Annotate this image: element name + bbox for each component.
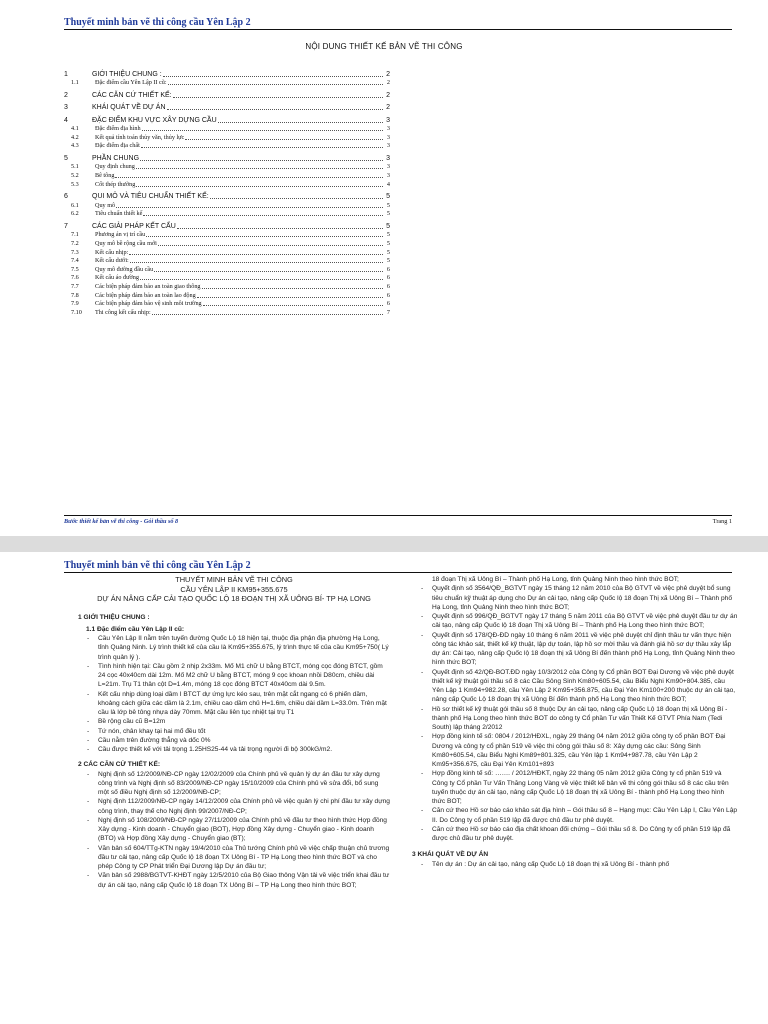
list-item: - Căn cứ theo Hồ sơ báo cáo khảo sát địa hình – Gói thầu số 8 – Hạng mục: Cầu Yên Lập I, Cầu Yên Lập II. Do Công ty cổ phần 519 lập đã được chủ đầu tư phê duyệt.	[412, 806, 738, 825]
toc-entry-page: 3	[386, 154, 390, 162]
toc-entry-number: 1.1	[71, 79, 79, 87]
toc-leader-dots	[142, 130, 383, 131]
toc-entry-number: 1	[64, 70, 68, 78]
toc-entry[interactable]	[64, 125, 390, 134]
toc-leader-dots	[141, 147, 383, 148]
toc-leader-dots	[173, 97, 383, 98]
toc-entry-number: 6.2	[71, 210, 79, 218]
list-item: - Nghị định 112/2009/NĐ-CP ngày 14/12/2009 của Chính phủ về việc quản lý chi phí đầu tư xây dựng công trình, thay thế cho Nghị định 99/2007/NĐ-CP;	[78, 797, 390, 816]
toc-entry-label: Đặc điểm cầu Yên Lập II cũ:	[95, 79, 167, 87]
toc-entry[interactable]	[64, 265, 390, 274]
toc-entry[interactable]	[64, 150, 390, 163]
toc-entry-page: 3	[386, 142, 390, 150]
page-header: Thuyết minh bản vẽ thi công cầu Yên Lập 2	[64, 17, 732, 30]
footer-left: Bước thiết kế bản vẽ thi công - Gói thầu số 8	[64, 518, 179, 525]
toc-entry-page: 5	[386, 240, 390, 248]
toc-leader-dots	[143, 215, 383, 216]
toc-entry[interactable]	[64, 257, 390, 266]
toc-leader-dots	[140, 279, 383, 280]
toc-entry-page: 7	[386, 308, 390, 316]
toc-entry[interactable]	[64, 66, 390, 79]
toc-entry-label: Cốt thép thường	[95, 180, 136, 188]
toc-leader-dots	[202, 288, 383, 289]
toc-entry-label: Bê tông	[95, 172, 115, 180]
toc-leader-dots	[115, 177, 383, 178]
subsection-heading: 1.1 Đặc điểm cầu Yên Lập II cũ:	[86, 625, 185, 633]
list-item: - Bề rộng cầu cũ B=12m	[78, 717, 390, 726]
toc-entry[interactable]	[64, 274, 390, 283]
toc-entry-number: 7.3	[71, 248, 79, 256]
right-column	[412, 575, 738, 869]
toc-entry-page: 5	[386, 231, 390, 239]
bullet-list	[412, 860, 738, 869]
toc-entry-number: 4.3	[71, 142, 79, 150]
toc-entry-page: 5	[386, 193, 390, 201]
toc-entry-label: Các biện pháp đảm bảo an toàn lao động	[95, 291, 196, 299]
toc-entry-number: 7	[64, 222, 68, 230]
toc-entry-label: Tiêu chuẩn thiết kế	[95, 210, 143, 218]
toc-entry[interactable]	[64, 100, 390, 113]
toc-entry-label: Quy định chung	[95, 163, 135, 171]
toc-entry-number: 6.1	[71, 201, 79, 209]
toc-leader-dots	[146, 236, 383, 237]
toc-entry-number: 7.2	[71, 240, 79, 248]
toc-entry-number: 4	[64, 116, 68, 124]
bullet-list	[78, 634, 390, 754]
toc-entry-number: 7.9	[71, 300, 79, 308]
toc-entry-number: 4.1	[71, 125, 79, 133]
doc-title-1: THUYẾT MINH BẢN VẼ THI CÔNG	[175, 575, 293, 584]
page-2	[0, 552, 768, 1024]
toc-entry-label: Quy mô	[95, 201, 116, 209]
list-item: - Hợp đồng kinh tế số: ……. / 2012/HĐKT, ngày 22 tháng 05 năm 2012 giữa Công ty cổ phần 519 và Công ty Cổ phần Tư Vấn Thăng Long Vàng về việc thiết kế bản vẽ thi công gói thầu số 8 các cầu trên tuyến thuộc dự án cải tạo, nâng cấp Quốc Lộ 18 đoạn thị xã Uông Bí - thành phố Hạ Long theo hình thức BOT;	[412, 769, 738, 806]
toc-entry-page: 2	[386, 104, 390, 112]
doc-title-2: CẦU YÊN LẬP II KM95+355.675	[180, 584, 288, 594]
toc-leader-dots	[130, 262, 383, 263]
toc-leader-dots	[154, 271, 383, 272]
toc-entry[interactable]	[64, 87, 390, 100]
toc-entry[interactable]	[64, 248, 390, 257]
toc-leader-dots	[210, 198, 383, 199]
toc-entry[interactable]	[64, 201, 390, 210]
toc-entry-label: QUI MÔ VÀ TIÊU CHUẨN THIẾT KẾ:	[92, 193, 209, 201]
toc-entry[interactable]	[64, 210, 390, 219]
toc-entry-number: 7.6	[71, 274, 79, 282]
toc-entry-page: 5	[386, 248, 390, 256]
list-item-continued: 18 đoạn Thị xã Uông Bí – Thành phố Hạ Long, tỉnh Quảng Ninh theo hình thức BOT;	[432, 576, 679, 583]
page-gap	[0, 536, 768, 552]
left-column	[78, 575, 390, 890]
list-item: - Tình hình hiện tại: Cầu gồm 2 nhịp 2x33m. Mố M1 chữ U bằng BTCT, móng cọc đóng BTCT, gồm 24 cọc 40x40cm dài 12m. Mố M2 chữ U bằng BTCT, móng 9 cọc khoan nhồi D80cm, chiều dài L=21m. Trụ T1 thân cột D=1.4m, móng 18 cọc đóng BTCT 40x40cm dài 9.5m.	[78, 662, 390, 690]
section-heading: 3 KHÁI QUÁT VỀ DỰ ÁN	[412, 851, 489, 859]
toc-leader-dots	[167, 109, 383, 110]
list-item: - Nghị định số 12/2009/NĐ-CP ngày 12/02/2009 của Chính phủ về quản lý dự án đầu tư xây dựng công trình và Nghị định số 83/2009/NĐ-CP ngày 15/10/2009 của Chính phủ về sửa đổi, bổ sung một số điều Nghị định số 12/2009/NĐ-CP;	[78, 770, 390, 798]
section-heading: 2 CÁC CĂN CỨ THIẾT KẾ:	[78, 761, 161, 769]
toc-entry-label: GIỚI THIỆU CHUNG :	[92, 70, 162, 78]
toc-entry-number: 6	[64, 193, 68, 201]
toc-entry-number: 7.1	[71, 231, 79, 239]
toc-entry-label: Kết cấu nhịp:	[95, 248, 129, 256]
list-item: - Căn cứ theo Hồ sơ báo cáo địa chất khoan đối chứng – Gói thầu số 8. Do Công ty cổ phần 519 lập đã được chủ đầu tư phê duyệt.	[412, 825, 738, 844]
toc-entry-page: 6	[386, 265, 390, 273]
toc-entry-number: 7.8	[71, 291, 79, 299]
list-item: - Cầu được thiết kế với tải trọng 1.25HS25-44 và tải trọng người đi bộ 300kG/m2.	[78, 745, 390, 754]
doc-title-3: DỰ ÁN NÂNG CẤP CẢI TẠO QUỐC LỘ 18 ĐOẠN THỊ XÃ UÔNG BÍ- TP HẠ LONG	[97, 594, 371, 603]
toc-title: NỘI DUNG THIẾT KẾ BẢN VẼ THI CÔNG	[305, 42, 463, 51]
toc-entry[interactable]	[64, 79, 390, 88]
toc-entry-label: Các biện pháp đảm bảo vệ sinh môi trường	[95, 300, 202, 308]
toc-entry[interactable]	[64, 142, 390, 151]
toc-leader-dots	[116, 207, 383, 208]
list-item: - Nghị định số 108/2009/NĐ-CP ngày 27/11/2009 của Chính phủ về đầu tư theo hình thức Hợp đồng Xây dựng - Kinh doanh - Chuyển giao (BOT), Hợp đồng Xây dựng - Chuyển giao - Kinh doanh (BTO) và Hợp đồng Xây dựng - Chuyển giao (BT);	[78, 816, 390, 844]
toc-leader-dots	[129, 254, 383, 255]
section-heading: 1 GIỚI THIỆU CHUNG :	[78, 613, 150, 621]
toc-entry-label: KHÁI QUÁT VỀ DỰ ÁN	[92, 104, 166, 112]
toc-entry-label: PHẦN CHUNG	[92, 154, 140, 162]
toc-entry[interactable]	[64, 308, 390, 317]
toc-entry[interactable]	[64, 163, 390, 172]
toc-leader-dots	[152, 314, 383, 315]
toc-entry-label: Đặc điểm địa chất	[95, 142, 140, 150]
toc-entry[interactable]	[64, 180, 390, 189]
toc-entry[interactable]	[64, 300, 390, 309]
toc-entry-page: 3	[386, 163, 390, 171]
toc-entry-number: 7.4	[71, 257, 79, 265]
list-item: - Hồ sơ thiết kế kỹ thuật gói thầu số 8 thuộc Dự án cải tạo, nâng cấp Quốc Lộ 18 đoạn thị xã Uông Bí - thành phố Hạ Long theo hình thức BOT do công ty Cổ phần Tư vấn Thiết Kế GTVT Phía Nam (Tedi South) lập tháng 2/2012	[412, 705, 738, 733]
toc-entry-page: 5	[386, 257, 390, 265]
toc-entry[interactable]	[64, 218, 390, 231]
toc-entry-label: Đặc điểm địa hình	[95, 125, 141, 133]
toc-entry-label: CÁC CĂN CỨ THIẾT KẾ:	[92, 91, 172, 99]
toc-leader-dots	[168, 84, 383, 85]
toc-entry-label: Kết cấu áo đường	[95, 274, 139, 282]
toc-entry-label: ĐẶC ĐIỂM KHU VỰC XÂY DỰNG CẦU	[92, 116, 217, 124]
toc-entry-label: Kết quả tính toán thủy văn, thủy lực	[95, 133, 185, 141]
toc-leader-dots	[163, 76, 383, 77]
list-item: - Văn bản số 2988/BGTVT-KHĐT ngày 12/5/2010 của Bộ Giao thông Vận tải về việc triển khai đầu tư dự án cải tạo, nâng cấp Quốc lộ 18 đoạn TX Uông Bí – TP Hạ Long theo hình thức BOT;	[78, 871, 390, 890]
toc-entry-page: 5	[386, 222, 390, 230]
toc-entry-number: 7.7	[71, 283, 79, 290]
toc-leader-dots	[203, 305, 383, 306]
toc-entry-page: 3	[386, 172, 390, 180]
toc-entry-number: 7.10	[71, 308, 82, 316]
toc-entry-number: 3	[64, 104, 68, 112]
toc-entry-label: Các biện pháp đảm bảo an toàn giao thông	[95, 283, 201, 290]
toc-entry-number: 4.2	[71, 133, 79, 141]
toc-entry[interactable]	[64, 171, 390, 180]
toc-entry-page: 4	[386, 180, 390, 188]
toc-entry-number: 5.3	[71, 180, 79, 188]
page-number: Trang 1	[712, 518, 732, 525]
list-item: - Cầu nằm trên đường thẳng và dốc 0%	[78, 736, 390, 745]
toc-entry-page: 6	[386, 274, 390, 282]
toc-entry[interactable]	[64, 239, 390, 248]
toc-entry-page: 3	[386, 125, 390, 133]
bullet-list	[412, 584, 738, 843]
toc-entry-label: CÁC GIẢI PHÁP KẾT CẤU	[92, 222, 176, 230]
list-item: - Tứ nón, chân khay tại hai mố đều tốt	[78, 727, 390, 736]
toc-leader-dots	[136, 168, 383, 169]
toc-leader-dots	[197, 297, 383, 298]
list-item: - Tên dự án : Dự án cải tạo, nâng cấp Quốc Lộ 18 đoạn thị xã Uông Bí - thành phố	[412, 860, 738, 869]
list-item: - Quyết định số 996/QĐ_BGTVT ngày 17 tháng 5 năm 2011 của Bộ GTVT về việc phê duyệt đầu tư dự án cải tạo, nâng cấp Quốc lộ 18 đoạn Thị xã Uông Bí – Thành phố Hạ Long theo hình thức BOT;	[412, 612, 738, 631]
list-item: - Quyết định số 3564/QĐ_BGTVT ngày 15 tháng 12 năm 2010 của Bộ GTVT về việc phê duyệt bổ sung tiêu chuẩn kỹ thuật áp dụng cho Dự án cải tạo, nâng cấp Quốc lộ 18 đoạn Thị xã Uông Bí – Thành phố Hạ Long, tỉnh Quảng Ninh theo hình thức BOT;	[412, 584, 738, 612]
toc-entry-label: Kết cấu dưới:	[95, 257, 129, 265]
toc-entry-number: 5	[64, 154, 68, 162]
bullet-list	[78, 770, 390, 890]
toc-entry-label: Quy mô bề rộng cầu mới	[95, 240, 157, 248]
list-item: - Quyết định số 42/QĐ-BOT.ĐD ngày 10/3/2012 của Công ty Cổ phần BOT Đại Dương về việc phê duyệt thiết kế kỹ thuật gói thầu số 8 các Cầu Sông Sinh Km80+605.54, cầu Biểu Nghi Km90+804.385, cầu Yên Lập 1 Km94+982.28, cầu Yên Lập 2 Km95+356.875, cầu Đại Yên Km100+200 thuộc dự án cải tạo, nâng cấp Quốc Lộ 18 đoạn thị xã Uông Bí đến thành phố Hạ Long theo hình thức BOT;	[412, 668, 738, 705]
toc-entry[interactable]	[64, 133, 390, 142]
toc-entry-label: Quy mô đường đầu cầu	[95, 265, 154, 273]
toc-entry-page: 2	[386, 79, 390, 87]
table-of-contents	[64, 66, 390, 317]
toc-entry[interactable]	[64, 282, 390, 291]
toc-leader-dots	[218, 122, 383, 123]
list-item: - Hợp đồng kinh tế số: 0804 / 2012/HĐXL, ngày 29 tháng 04 năm 2012 giữa công ty cổ phần BOT Đại Dương và công ty cổ phần 519 về việc thi công gói thầu số 8: Xây dựng các cầu: Sông Sinh Km80+605.54, cầu Biểu Nghi Km89+801.325, cầu Yên lập 1 Km94+987.78, cầu Yên Lập 2 Km95+356.675, cầu Đại Yên Km101+893	[412, 732, 738, 769]
toc-leader-dots	[185, 139, 383, 140]
toc-entry-label: Thi công kết cấu nhịp:	[95, 308, 151, 316]
toc-leader-dots	[158, 245, 383, 246]
toc-entry[interactable]	[64, 231, 390, 240]
list-item: - Kết cấu nhịp dùng loại dầm I BTCT dự ứng lực kéo sau, trên mặt cắt ngang có 6 phiến dầm, khoảng cách giữa các dầm là 2.1m, chiều cao dầm chủ H=1.6m, chiều dài dầm L=33.0m. Trên mặt cầu là lớp bê tông nhựa dày 70mm. Mặt cầu liên tục nhiệt tại trụ T1	[78, 690, 390, 718]
toc-entry[interactable]	[64, 189, 390, 202]
toc-leader-dots	[136, 186, 383, 187]
toc-entry-number: 5.2	[71, 172, 79, 180]
toc-entry-page: 5	[386, 201, 390, 209]
page-footer	[64, 515, 732, 525]
toc-entry-page: 6	[386, 291, 390, 299]
toc-entry-page: 2	[386, 70, 390, 78]
toc-entry-number: 5.1	[71, 163, 79, 171]
toc-entry-label: Phương án vị trí cầu	[95, 231, 146, 239]
toc-entry-page: 6	[386, 300, 390, 308]
toc-entry-number: 2	[64, 91, 68, 99]
list-item: - Văn bản số 604/TTg-KTN ngày 19/4/2010 của Thủ tướng Chính phủ về việc chấp thuận chủ trương đầu tư cải tạo, nâng cấp Quốc lộ 18 đoạn TX Uông Bí - TP Hạ Long theo hình thức BOT và cho phép Công ty CP Phát triển Đại Dương lập Dự án đầu tư;	[78, 844, 390, 872]
toc-entry[interactable]	[64, 291, 390, 300]
toc-leader-dots	[177, 228, 383, 229]
list-item: - Cầu Yên Lập II nằm trên tuyến đường Quốc Lộ 18 hiện tại, thuộc địa phận địa phường Hạ Long, tỉnh Quảng Ninh. Lý trình thiết kế của cầu là Km95+355.675, lý trình thực tế của cầu Km95+750( Lý trình quản lý ).	[78, 634, 390, 662]
toc-entry-page: 3	[386, 133, 390, 141]
toc-entry-page: 2	[386, 91, 390, 99]
toc-leader-dots	[140, 160, 383, 161]
list-item: - Quyết định số 178/QĐ-ĐD ngày 10 tháng 6 năm 2011 về việc phê duyệt chỉ định thầu tư vấn thực hiện công tác khảo sát, thiết kế kỹ thuật, lập dự toán, lập hồ sơ mời thầu và đánh giá hồ sơ dự thầu xây lắp dự án: Cải tạo, nâng cấp Quốc lộ 18 đoạn thị xã Uông Bí đến thành phố Hạ Long, tỉnh Quảng Ninh theo hình thức BOT;	[412, 631, 738, 668]
toc-entry[interactable]	[64, 112, 390, 125]
toc-entry-page: 6	[386, 283, 390, 290]
toc-entry-page: 5	[386, 210, 390, 218]
page-header: Thuyết minh bản vẽ thi công cầu Yên Lập 2	[64, 560, 732, 573]
toc-entry-number: 7.5	[71, 265, 79, 273]
toc-entry-page: 3	[386, 116, 390, 124]
